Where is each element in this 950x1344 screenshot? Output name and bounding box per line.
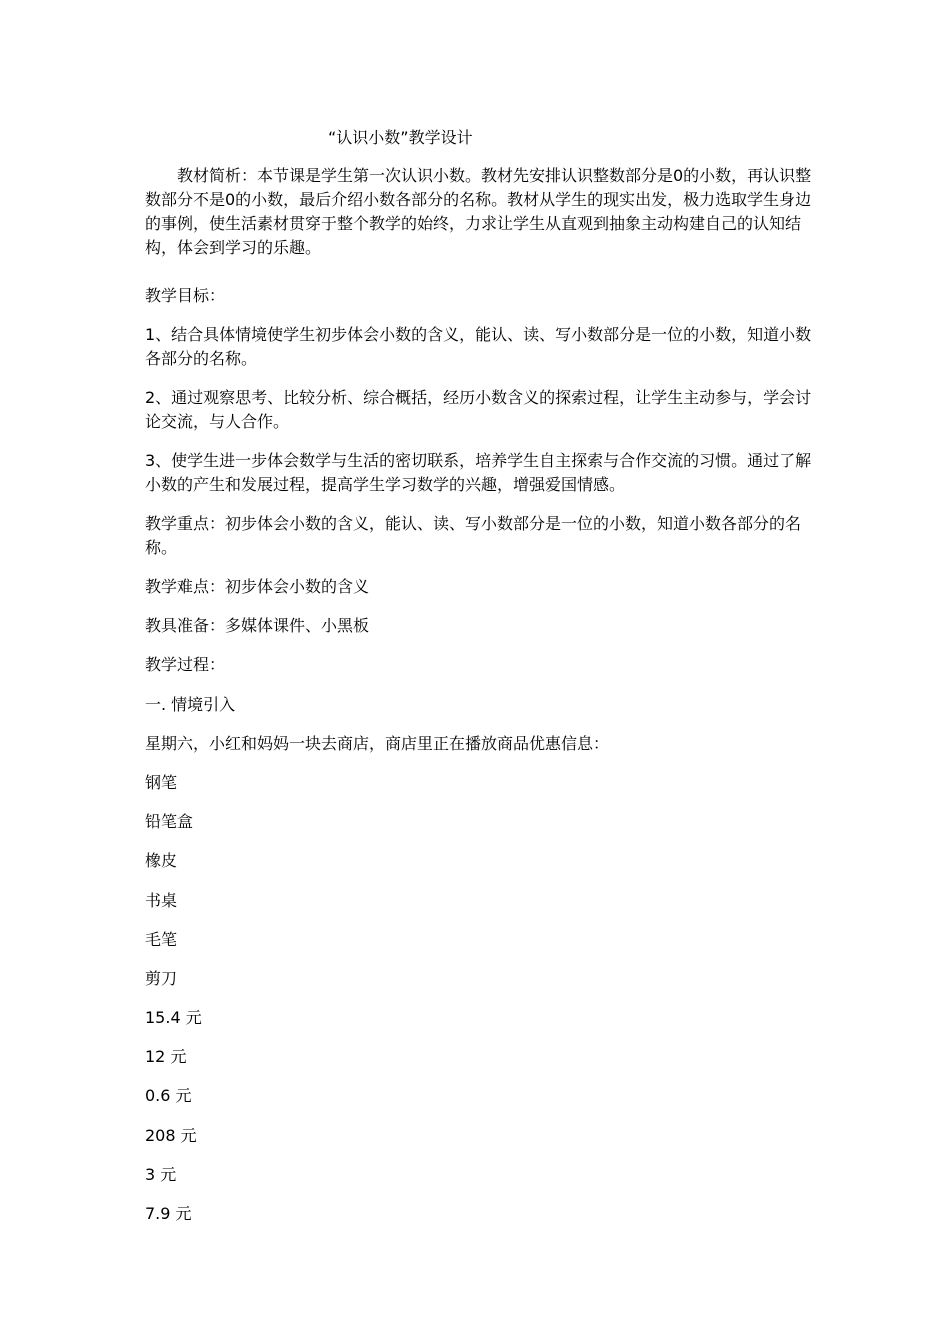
- materials: 教具准备：多媒体课件、小黑板: [145, 616, 370, 636]
- document-title: “认识小数”教学设计: [328, 128, 473, 147]
- goal-3: 3、使学生进一步体会数学与生活的密切联系，培养学生自主探索与合作交流的习惯。通过了解小数的产生和发展过程，提高学生学习数学的兴趣，增强爱国情感。: [145, 451, 812, 494]
- scenario-text: 星期六，小红和妈妈一块去商店，商店里正在播放商品优惠信息：: [145, 733, 610, 753]
- price-item: 0.6 元: [145, 1086, 192, 1106]
- process-heading: 教学过程：: [145, 655, 226, 675]
- list-item-brush: 毛笔: [145, 929, 178, 949]
- section-1-heading: 一. 情境引入: [145, 694, 236, 714]
- list-item-pen: 钢笔: [145, 772, 178, 792]
- goals-heading: 教学目标：: [145, 286, 226, 305]
- list-item-desk: 书桌: [145, 890, 178, 910]
- price-item: 208 元: [145, 1125, 197, 1145]
- price-item: 12 元: [145, 1047, 187, 1067]
- list-item-eraser: 橡皮: [145, 851, 178, 871]
- document-page: [145, 126, 825, 1241]
- key-point: 教学重点：初步体会小数的含义，能认、读、写小数部分是一位的小数，知道小数各部分的名称。: [145, 514, 802, 557]
- intro-paragraph: 教材简析：本节课是学生第一次认识小数。教材先安排认识整数部分是0的小数，再认识整数部分不是0的小数，最后介绍小数各部分的名称。教材从学生的现实出发，极力选取学生身边的事例，使生活素材贯穿于整个教学的始终，力求让学生从直观到抽象主动构建自己的认知结构，体会到学习的乐趣。: [145, 166, 812, 257]
- price-item: 15.4 元: [145, 1008, 202, 1028]
- list-item-scissors: 剪刀: [145, 968, 178, 988]
- goal-1: 1、结合具体情境使学生初步体会小数的含义，能认、读、写小数部分是一位的小数，知道小数各部分的名称。: [145, 325, 812, 368]
- price-item: 3 元: [145, 1164, 177, 1184]
- price-item: 7.9 元: [145, 1204, 192, 1223]
- goal-2: 2、通过观察思考、比较分析、综合概括，经历小数含义的探索过程，让学生主动参与，学会讨论交流，与人合作。: [145, 388, 812, 431]
- list-item-pencil-box: 铅笔盒: [145, 812, 194, 832]
- difficulty: 教学难点：初步体会小数的含义: [145, 577, 370, 596]
